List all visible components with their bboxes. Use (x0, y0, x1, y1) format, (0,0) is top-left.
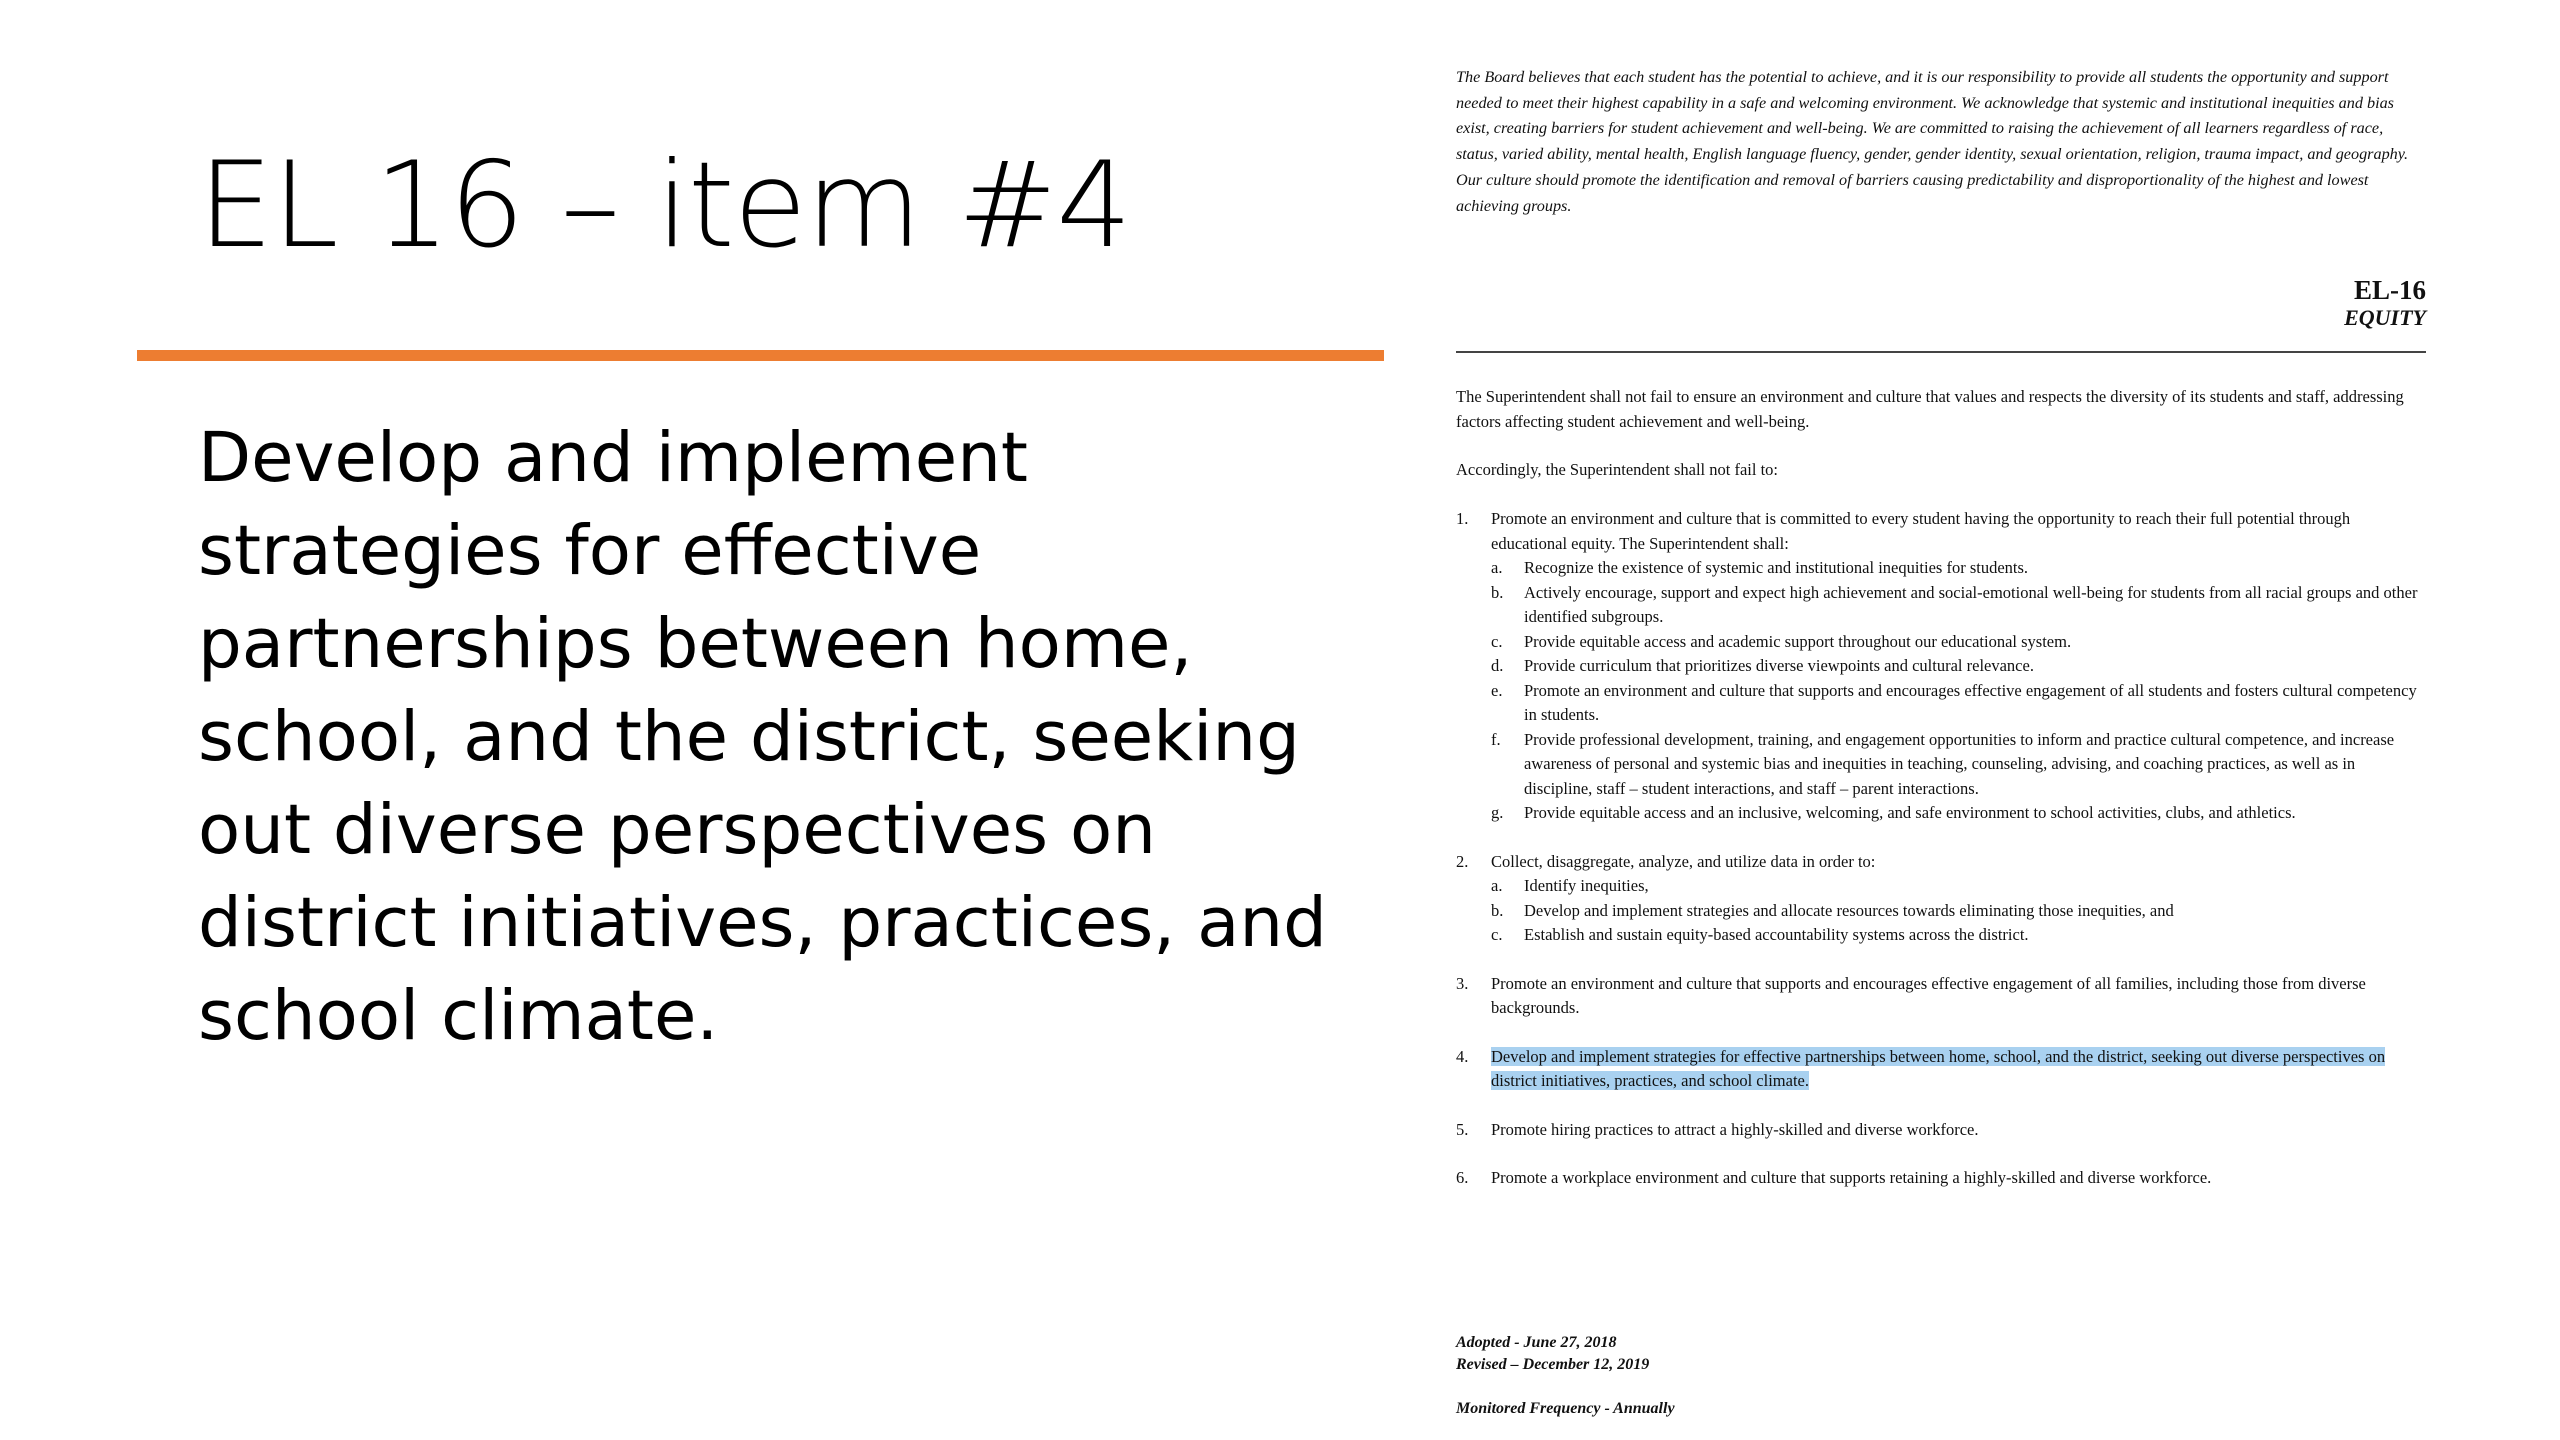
sub-item (1491, 728, 2426, 802)
sub-item-text: Establish and sustain equity-based accountability systems across the district. (1524, 925, 2029, 944)
sub-item (1491, 556, 2426, 581)
item-2-sublist (1456, 874, 2426, 948)
policy-item (1456, 507, 2426, 556)
sub-item-letter: g. (1491, 803, 1504, 822)
sub-item-letter: b. (1491, 900, 1504, 920)
sub-item-text: Provide equitable access and an inclusive, welcoming, and safe environment to school activities, clubs, and athletics. (1524, 803, 2296, 822)
sub-item-text: Promote an environment and culture that supports and encourages effective engagement of all students and fosters cultural competency in students. (1524, 680, 2417, 724)
policy-intro: The Superintendent shall not fail to ensure an environment and culture that values and respects the diversity of its students and staff, addressing factors affecting student achievement and well-being. (1456, 387, 2404, 431)
sub-item-letter: c. (1491, 631, 1503, 651)
sub-item-text: Develop and implement strategies and allocate resources towards eliminating those inequities, and (1524, 900, 2174, 920)
item-text: Promote hiring practices to attract a highly-skilled and diverse workforce. (1491, 1119, 1979, 1139)
sub-item (1491, 801, 2426, 826)
sub-item-text: Identify inequities, (1524, 876, 1649, 895)
monitored-frequency: Monitored Frequency - Annually (1456, 1400, 1675, 1417)
sub-item-letter: b. (1491, 582, 1504, 602)
slide-body-text: Develop and implement strategies for effective partnerships between home, school, and the district, seeking out diverse perspectives on district initiatives, practices, and school climate. (198, 418, 1327, 1056)
item-text: Promote a workplace environment and culture that supports retaining a highly-skilled and diverse workforce. (1491, 1168, 2212, 1187)
policy-item (1456, 1118, 2426, 1143)
document-divider (1456, 351, 2426, 353)
sub-item-letter: f. (1491, 729, 1501, 749)
item-number: 5. (1456, 1119, 1469, 1139)
title-accent-rule (137, 350, 1384, 361)
policy-code: EL-16 (2353, 275, 2426, 305)
sub-item (1491, 679, 2426, 728)
sub-item-text: Provide equitable access and academic support throughout our educational system. (1524, 631, 2072, 651)
sub-item (1491, 874, 2426, 899)
policy-subtitle: EQUITY (2344, 305, 2426, 330)
sub-item-text: Actively encourage, support and expect high achievement and social-emotional well-being for students from all racial groups and other identified subgroups. (1524, 582, 2418, 626)
item-number: 1. (1456, 509, 1469, 528)
item-text: Collect, disaggregate, analyze, and utilize data in order to: (1491, 851, 1876, 871)
item-number: 4. (1456, 1046, 1469, 1066)
sub-item (1491, 654, 2426, 679)
slide-title: EL 16 – item #4 (198, 137, 1131, 275)
sub-item-letter: a. (1491, 876, 1503, 895)
policy-item (1456, 1166, 2426, 1191)
item-1-sublist (1456, 556, 2426, 826)
sub-item (1491, 923, 2426, 948)
sub-item-letter: e. (1491, 680, 1503, 700)
sub-item (1491, 899, 2426, 924)
policy-document-image (1456, 60, 2426, 1440)
policy-item-highlighted (1456, 1045, 2426, 1094)
item-number: 2. (1456, 851, 1469, 871)
policy-items-list (1456, 507, 2426, 1215)
revised-date: Revised – December 12, 2019 (1456, 1356, 1650, 1373)
item-text: Promote an environment and culture that is committed to every student having the opportunity to reach their full potential through educational equity. The Superintendent shall: (1491, 509, 2351, 553)
sub-item-text: Provide curriculum that prioritizes diverse viewpoints and cultural relevance. (1524, 656, 2034, 675)
sub-item-letter: d. (1491, 656, 1504, 675)
sub-item-text: Provide professional development, training, and engagement opportunities to inform and practice cultural competence, and increase awareness of personal and systemic bias and inequities in teaching, counseling, advising, and coaching practices, as well as in discipline, staff – student interactions, and staff – parent interactions. (1524, 729, 2395, 798)
sub-item-letter: c. (1491, 925, 1503, 944)
sub-item-text: Recognize the existence of systemic and institutional inequities for students. (1524, 558, 2029, 577)
board-belief-preamble: The Board believes that each student has the potential to achieve, and it is our responsibility to provide all students the opportunity and support needed to meet their highest capability in a safe and welcoming environment. We acknowledge that systemic and institutional inequities and bias exist, creating barriers for student achievement and well-being. We are committed to raising the achievement of all learners regardless of race, status, varied ability, mental health, English language fluency, gender, gender identity, sexual orientation, religion, trauma impact, and geography. Our culture should promote the identification and removal of barriers causing predictability and disproportionality of the highest and lowest achieving groups. (1456, 68, 2409, 215)
item-number: 3. (1456, 973, 1469, 993)
sub-item (1491, 581, 2426, 630)
adopted-date: Adopted - June 27, 2018 (1456, 1334, 1617, 1351)
item-text: Promote an environment and culture that supports and encourages effective engagement of all families, including those from diverse backgrounds. (1491, 973, 2366, 1017)
sub-item-letter: a. (1491, 558, 1503, 577)
item-number: 6. (1456, 1168, 1469, 1187)
policy-item (1456, 972, 2426, 1021)
sub-item (1491, 630, 2426, 655)
highlighted-item-text: Develop and implement strategies for effective partnerships between home, school, and the district, seeking out diverse perspectives on district initiatives, practices, and school climate. (1491, 1046, 2386, 1090)
policy-lead-in: Accordingly, the Superintendent shall not fail to: (1456, 460, 1778, 479)
policy-item (1456, 850, 2426, 875)
